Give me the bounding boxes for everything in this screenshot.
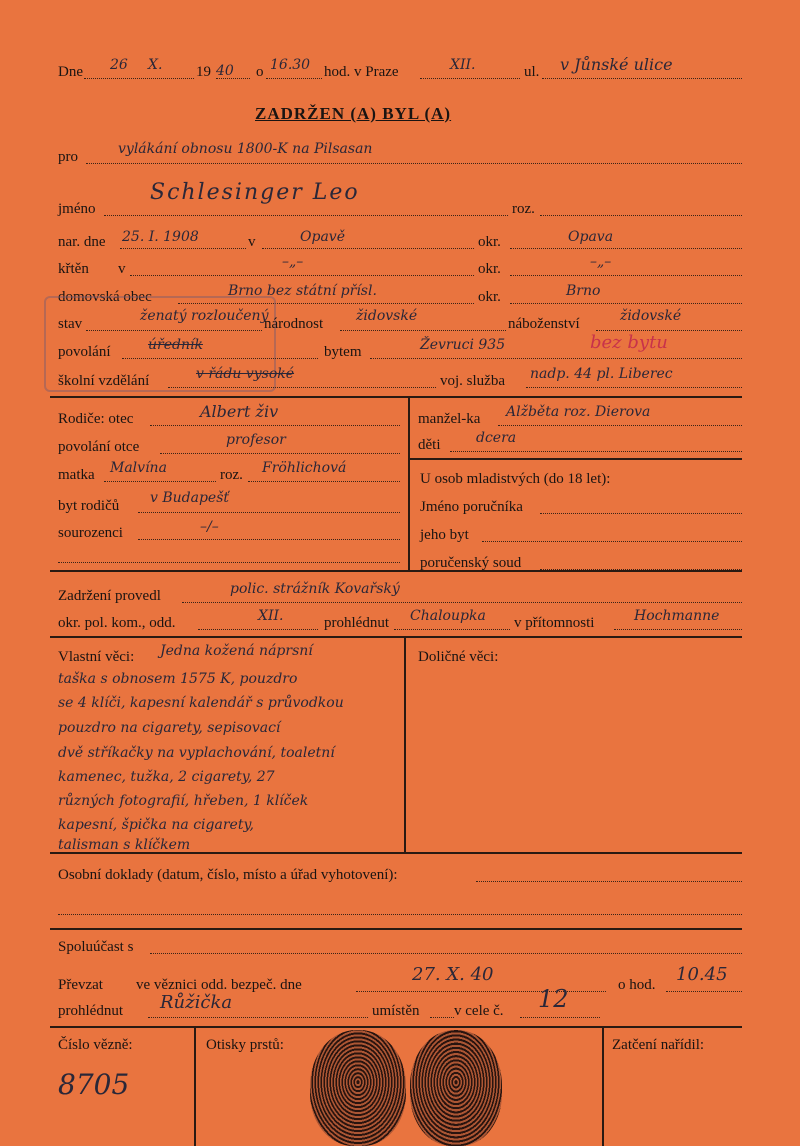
own-items-line-7: různých fotografií, hřeben, 1 klíček: [58, 793, 309, 809]
time-line: [266, 78, 322, 79]
father-occupation-line: [160, 453, 400, 454]
siblings-value: –/–: [200, 519, 219, 535]
cell-value: 12: [538, 985, 569, 1013]
birth-name-label: roz.: [512, 201, 535, 217]
birth-date-label: nar. dne: [58, 234, 106, 250]
guardian-label: Jméno poručníka: [420, 499, 523, 515]
inspected-line: [148, 1017, 368, 1018]
district-line: [420, 78, 520, 79]
rule-bottom-divider-1: [194, 1027, 196, 1146]
own-items-line-6: kamenec, tužka, 2 cigarety, 27: [58, 769, 275, 785]
name-value: Schlesinger Leo: [150, 180, 360, 205]
district-value: XII.: [450, 57, 476, 73]
received-hour-label: o hod.: [618, 977, 656, 993]
baptized-v-label: v: [118, 261, 126, 277]
military-label: voj. služba: [440, 373, 505, 389]
marital-label: stav: [58, 316, 83, 332]
marital-line: [86, 330, 262, 331]
minors-heading: U osob mladistvých (do 18 let):: [420, 471, 611, 487]
home-town-value: Brno bez státní přísl.: [228, 283, 377, 299]
education-value: v řádu vysoké: [196, 366, 295, 382]
residence-red-note: bez bytu: [590, 332, 668, 353]
mother-value: Malvína: [110, 460, 167, 476]
occupation-label: povolání: [58, 344, 111, 360]
date-year: 40: [216, 63, 234, 79]
residence-line: [370, 358, 742, 359]
police-district-value: XII.: [258, 608, 284, 624]
mother-born-value: Fröhlichová: [262, 460, 347, 476]
mother-born-label: roz.: [220, 467, 243, 483]
year-prefix: 19: [196, 64, 211, 80]
mother-line: [104, 481, 216, 482]
detained-by-line: [182, 602, 742, 603]
guardian-line: [540, 513, 742, 514]
received-time: 10.45: [676, 964, 728, 985]
form-title: ZADRŽEN (A) BYL (A): [255, 104, 452, 123]
received-time-line: [666, 991, 742, 992]
searched-label: prohlédnut: [324, 615, 389, 631]
baptized-okr-line: [510, 275, 742, 276]
reason-label: pro: [58, 149, 78, 165]
own-items-line-3: se 4 klíči, kapesní kalendář s průvodkou: [58, 695, 344, 711]
complicity-line: [150, 953, 742, 954]
inspected-value: Růžička: [160, 992, 233, 1013]
siblings-label: sourozenci: [58, 525, 123, 541]
street-value: v Jůnské ulice: [560, 55, 673, 74]
date-label: Dne: [58, 64, 83, 80]
rule-bottom-divider-2: [602, 1027, 604, 1146]
complicity-label: Spoluúčast s: [58, 939, 134, 955]
cell-label: v cele č.: [454, 1003, 504, 1019]
received-text: ve věznici odd. bezpeč. dne: [136, 977, 302, 993]
spouse-line: [498, 425, 742, 426]
ordered-by-label: Zatčení nařídil:: [612, 1037, 705, 1053]
siblings-line-2: [58, 562, 400, 563]
spouse-label: manžel-ka: [418, 411, 481, 427]
home-town-label: domovská obec: [58, 289, 152, 305]
parents-residence-value: v Budapešť: [150, 490, 230, 506]
birth-okr-value: Opava: [568, 229, 614, 245]
presence-line: [614, 629, 742, 630]
fingerprint-right: [410, 1030, 502, 1146]
own-items-line-9: talisman s klíčkem: [58, 837, 191, 853]
detained-by-value: polic. strážník Kovařský: [230, 581, 400, 597]
military-line: [526, 387, 742, 388]
father-occupation-label: povolání otce: [58, 439, 140, 455]
spouse-value: Alžběta roz. Dierova: [506, 404, 651, 420]
own-items-line-4: pouzdro na cigarety, sepisovací: [58, 720, 281, 736]
searched-line: [394, 629, 510, 630]
searched-value: Chaloupka: [410, 608, 486, 624]
hod-praze-label: hod. v Praze: [324, 64, 399, 80]
received-date: 27. X. 40: [412, 964, 494, 985]
father-label: Rodiče: otec: [58, 411, 134, 427]
received-label: Převzat: [58, 977, 103, 993]
placed-label: umístěn: [372, 1003, 420, 1019]
date-day: 26: [110, 57, 128, 73]
date-day-line: [84, 78, 194, 79]
prisoner-number-value: 8705: [58, 1068, 130, 1101]
own-items-line-1: Jedna kožená náprsní: [160, 643, 313, 659]
rule-parents-bottom: [50, 570, 742, 572]
date-month: X.: [148, 57, 163, 73]
own-items-line-2: taška s obnosem 1575 K, pouzdro: [58, 671, 298, 687]
evidence-items-label: Doličné věci:: [418, 649, 499, 665]
name-line: [104, 215, 508, 216]
inspected-label: prohlédnut: [58, 1003, 123, 1019]
own-items-label: Vlastní věci:: [58, 649, 135, 665]
baptized-okr-label: okr.: [478, 261, 501, 277]
religion-value: židovské: [620, 308, 682, 324]
children-label: děti: [418, 437, 441, 453]
mother-label: matka: [58, 467, 95, 483]
father-value: Albert živ: [200, 402, 279, 421]
rule-parents-top: [50, 396, 742, 398]
time-o-label: o: [256, 64, 264, 80]
time-value: 16.30: [270, 57, 311, 73]
police-district-line: [198, 629, 318, 630]
parents-residence-label: byt rodičů: [58, 498, 120, 514]
residence-label: bytem: [324, 344, 362, 360]
birth-okr-line: [510, 248, 742, 249]
documents-line: [476, 881, 742, 882]
guardian-residence-line: [482, 541, 742, 542]
baptized-okr-value: –„–: [590, 254, 612, 270]
religion-line: [596, 330, 742, 331]
reason-value: vylákání obnosu 1800-K na Pilsasan: [118, 141, 373, 157]
birth-place-v-label: v: [248, 234, 256, 250]
baptized-line: [130, 275, 474, 276]
parents-residence-line: [138, 512, 400, 513]
fingerprint-left: [310, 1030, 406, 1146]
nationality-value: židovské: [356, 308, 418, 324]
street-line: [542, 78, 742, 79]
siblings-line: [138, 539, 400, 540]
father-occupation-value: profesor: [226, 432, 286, 448]
presence-label: v přítomnosti: [514, 615, 595, 631]
baptized-value: –„–: [282, 254, 304, 270]
documents-label: Osobní doklady (datum, číslo, místo a úřad vyhotovení):: [58, 867, 398, 883]
guardian-court-label: poručenský soud: [420, 555, 522, 571]
cell-line: [520, 1017, 600, 1018]
occupation-value: úředník: [148, 337, 203, 353]
documents-line-2: [58, 914, 742, 915]
military-value: nadp. 44 pl. Liberec: [530, 366, 673, 382]
birth-place-line: [262, 248, 474, 249]
home-okr-line: [510, 303, 742, 304]
father-line: [150, 425, 400, 426]
rule-bottom-table-top: [50, 1026, 742, 1028]
own-items-line-8: kapesní, špička na cigarety,: [58, 817, 254, 833]
home-okr-value: Brno: [566, 283, 601, 299]
guardian-residence-label: jeho byt: [420, 527, 469, 543]
placed-line: [430, 1017, 454, 1018]
prisoner-number-label: Číslo vězně:: [58, 1037, 133, 1053]
home-okr-label: okr.: [478, 289, 501, 305]
name-label: jméno: [58, 201, 96, 217]
mother-born-line: [248, 481, 400, 482]
rule-belongings-divider: [404, 637, 406, 853]
year-line: [216, 78, 250, 79]
nationality-line: [340, 330, 506, 331]
birth-date-line: [120, 248, 246, 249]
police-district-label: okr. pol. kom., odd.: [58, 615, 176, 631]
street-label: ul.: [524, 64, 540, 80]
rule-parents-divider: [408, 397, 410, 571]
own-items-line-5: dvě stříkačky na vyplachování, toaletní: [58, 745, 335, 761]
birth-name-line: [540, 215, 742, 216]
marital-value: ženatý rozloučený: [140, 308, 269, 324]
rule-belongings-top: [50, 636, 742, 638]
baptized-label: křtěn: [58, 261, 89, 277]
education-line: [168, 387, 436, 388]
education-label: školní vzdělání: [58, 373, 150, 389]
reason-line: [86, 163, 742, 164]
children-value: dcera: [476, 430, 517, 446]
religion-label: náboženství: [508, 316, 580, 332]
guardian-court-line: [540, 569, 742, 570]
birth-okr-label: okr.: [478, 234, 501, 250]
birth-date-value: 25. I. 1908: [122, 229, 199, 245]
detained-by-label: Zadržení provedl: [58, 588, 161, 604]
fingerprints-label: Otisky prstů:: [206, 1037, 284, 1053]
birth-place-value: Opavě: [300, 229, 345, 245]
presence-value: Hochmanne: [634, 608, 720, 624]
nationality-label: národnost: [264, 316, 324, 332]
rule-complicity-top: [50, 928, 742, 930]
rule-minors-top: [408, 458, 742, 460]
children-line: [450, 451, 742, 452]
residence-value: Ževruci 935: [420, 337, 506, 353]
occupation-line: [122, 358, 318, 359]
